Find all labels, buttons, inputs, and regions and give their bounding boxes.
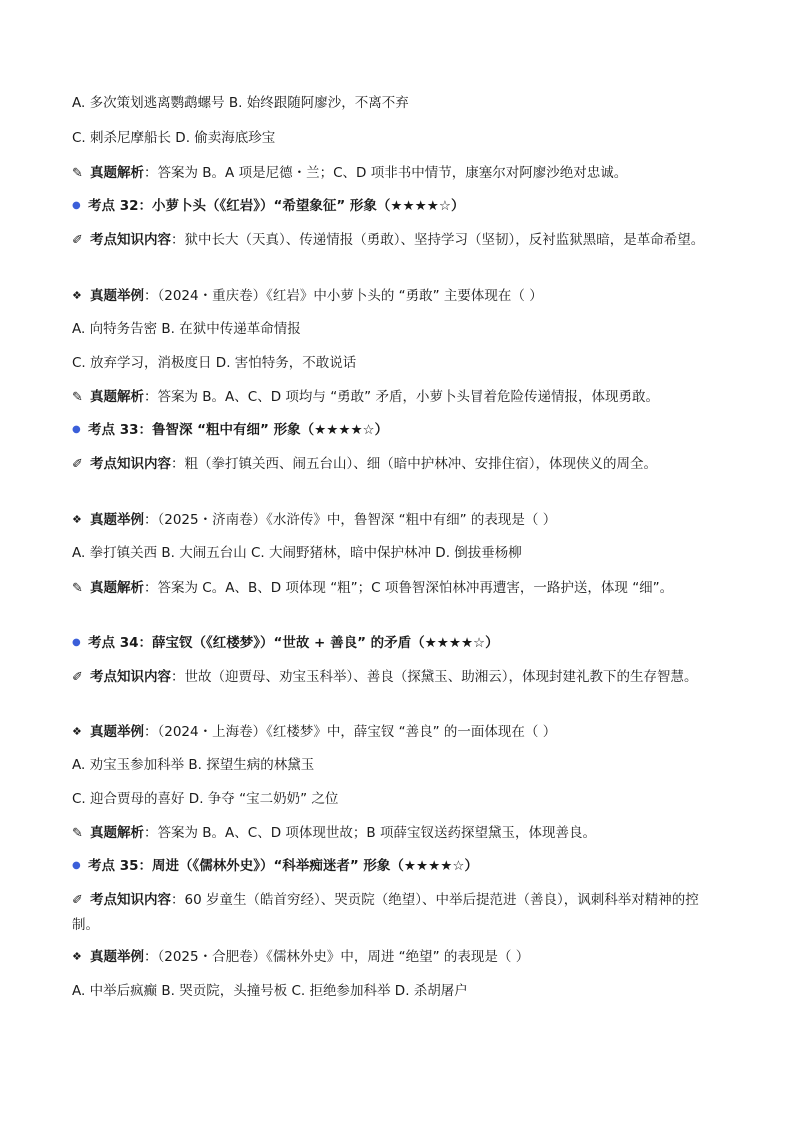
example-line: ❖ 真题举例：（2024・上海卷）《红楼梦》中，薛宝钗 “善良” 的一面体现在（ ）	[72, 721, 556, 743]
bullet-icon: ●	[72, 200, 81, 211]
option-line: A. 向特务告密 B. 在狱中传递革命情报	[72, 321, 301, 337]
option-line: A. 中举后疯癫 B. 哭贡院，头撞号板 C. 拒绝参加科举 D. 杀胡屠户	[72, 983, 468, 999]
option-line: A. 劝宝玉参加科举 B. 探望生病的林黛玉	[72, 757, 315, 773]
knowledge-line: ✐ 考点知识内容：粗（拳打镇关西、闹五台山）、细（暗中护林冲、安排住宿），体现侠义的周全。	[72, 452, 722, 477]
pencil-icon: ✐	[72, 670, 83, 685]
option-line: A. 多次策划逃离鹦鹉螺号 B. 始终跟随阿廖沙，不离不弃	[72, 95, 409, 111]
topic-heading: ● 考点 33：鲁智深 “粗中有细” 形象（★★★★☆）	[72, 419, 388, 441]
bullet-icon: ●	[72, 424, 81, 435]
example-line: ❖ 真题举例：（2025・济南卷）《水浒传》中，鲁智深 “粗中有细” 的表现是（ ）	[72, 509, 556, 531]
diamond-icon: ❖	[72, 513, 82, 526]
diamond-icon: ❖	[72, 725, 82, 738]
diamond-icon: ❖	[72, 289, 82, 302]
analysis-line: ✎ 真题解析：答案为 B。A、C、D 项均与 “勇敢” 矛盾，小萝卜头冒着危险传递情报，体现勇敢。	[72, 386, 659, 409]
option-line: C. 迎合贾母的喜好 D. 争夺 “宝二奶奶” 之位	[72, 791, 339, 807]
bullet-icon: ●	[72, 860, 81, 871]
analysis-line: ✎ 真题解析：答案为 B。A、C、D 项体现世故；B 项薛宝钗送药探望黛玉，体现善良。	[72, 822, 596, 845]
analysis-line: ✎ 真题解析：答案为 B。A 项是尼德・兰；C、D 项非书中情节，康塞尔对阿廖沙绝对忠诚。	[72, 162, 627, 185]
pencil-icon: ✐	[72, 893, 83, 908]
example-line: ❖ 真题举例：（2024・重庆卷）《红岩》中小萝卜头的 “勇敢” 主要体现在（ ）	[72, 285, 543, 307]
topic-heading: ● 考点 35：周进（《儒林外史》）“科举痴迷者” 形象（★★★★☆）	[72, 855, 478, 877]
pen-icon: ✎	[72, 581, 83, 596]
example-line: ❖ 真题举例：（2025・合肥卷）《儒林外史》中，周进 “绝望” 的表现是（ ）	[72, 946, 529, 968]
pencil-icon: ✐	[72, 233, 83, 248]
pencil-icon: ✐	[72, 457, 83, 472]
topic-heading: ● 考点 34：薛宝钗（《红楼梦》）“世故 + 善良” 的矛盾（★★★★☆）	[72, 632, 499, 654]
option-line: C. 刺杀尼摩船长 D. 偷卖海底珍宝	[72, 130, 276, 146]
bullet-icon: ●	[72, 637, 81, 648]
pen-icon: ✎	[72, 166, 83, 181]
option-line: A. 拳打镇关西 B. 大闹五台山 C. 大闹野猪林，暗中保护林冲 D. 倒拔垂杨柳	[72, 545, 522, 561]
knowledge-line: ✐ 考点知识内容：狱中长大（天真）、传递情报（勇敢）、坚持学习（坚韧），反衬监狱黑暗，是革命希望。	[72, 228, 722, 253]
option-line: C. 放弃学习，消极度日 D. 害怕特务，不敢说话	[72, 355, 357, 371]
knowledge-line: ✐ 考点知识内容：世故（迎贾母、劝宝玉科举）、善良（探黛玉、助湘云），体现封建礼教下的生存智慧。	[72, 665, 722, 690]
pen-icon: ✎	[72, 390, 83, 405]
analysis-line: ✎ 真题解析：答案为 C。A、B、D 项体现 “粗”；C 项鲁智深怕林冲再遭害，一路护送，体现 “细”。	[72, 576, 722, 601]
knowledge-line: ✐ 考点知识内容：60 岁童生（皓首穷经）、哭贡院（绝望）、中举后提范进（善良），讽刺科举对精神的控制。	[72, 888, 722, 937]
diamond-icon: ❖	[72, 950, 82, 963]
topic-heading: ● 考点 32：小萝卜头（《红岩》）“希望象征” 形象（★★★★☆）	[72, 195, 464, 217]
pen-icon: ✎	[72, 826, 83, 841]
